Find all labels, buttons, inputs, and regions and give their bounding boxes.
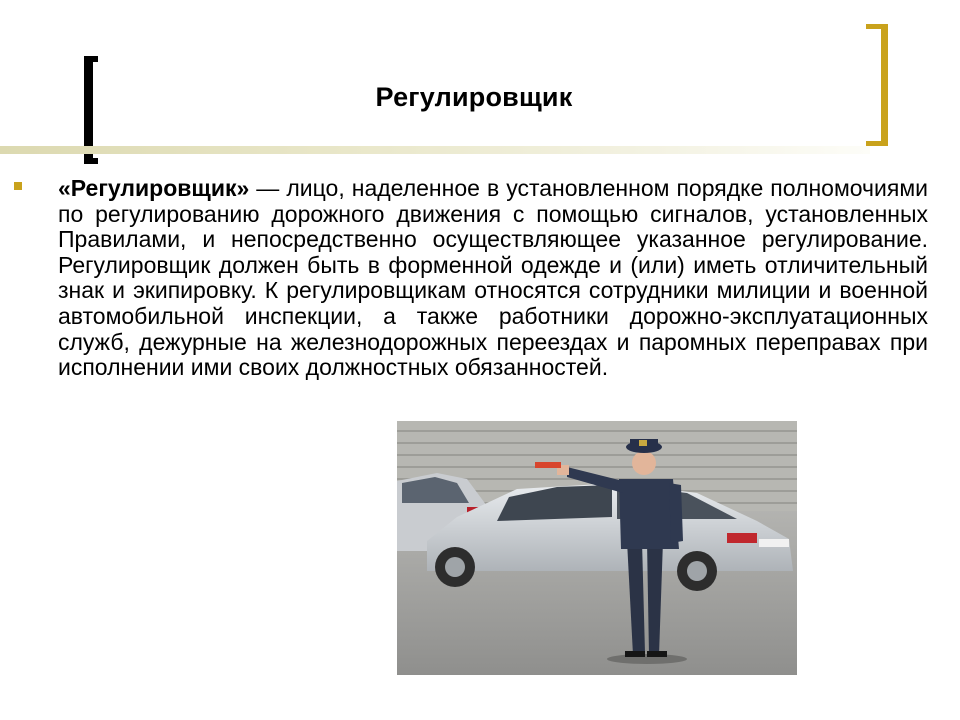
slide-title: Регулировщик: [375, 82, 573, 112]
traffic-controller-photo: [397, 421, 797, 675]
bullet-square-icon: [14, 182, 22, 190]
definition-paragraph: [58, 176, 928, 381]
defined-term: «Регулировщик»: [58, 175, 250, 201]
title-underline-band: [0, 146, 870, 154]
definition-text: — лицо, наделенное в установленном порядке полномочиями по регулированию дорожного движения с помощью сигналов, установленных Правилами, и непосредственно осуществляющее указанное регулирование. Регулировщик должен быть в форменной одежде и (или) иметь отличительный знак и экипировку. К регулировщикам относятся сотрудники милиции и военной автомобильной инспекции, а также работники дорожно-эксплуатационных служб, дежурные на железнодорожных переездах и паромных переправах при исполнении ими своих должностных обязанностей.: [58, 175, 928, 381]
